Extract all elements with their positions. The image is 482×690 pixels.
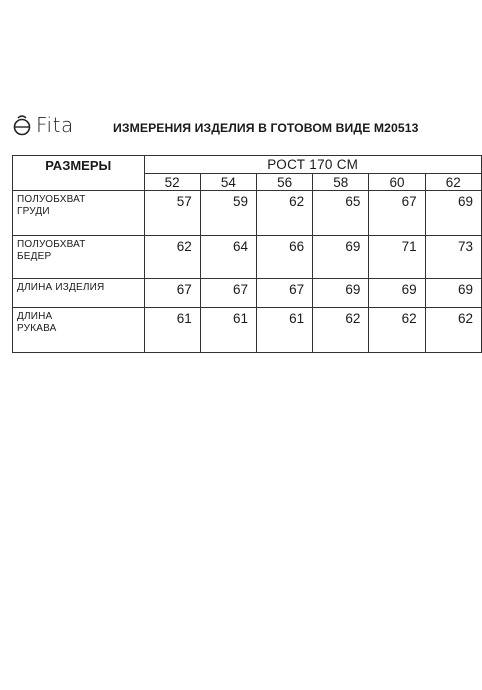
value-cell: 67 bbox=[369, 191, 425, 236]
brand-logo bbox=[12, 112, 74, 138]
row-label-line: ДЛИНА bbox=[17, 311, 53, 322]
value-cell: 71 bbox=[369, 236, 425, 279]
value-cell: 67 bbox=[256, 279, 312, 308]
value-cell: 69 bbox=[313, 279, 369, 308]
size-cell: 62 bbox=[425, 174, 481, 191]
brand-name: Fita bbox=[36, 113, 74, 137]
value-cell: 67 bbox=[200, 279, 256, 308]
size-cell: 58 bbox=[313, 174, 369, 191]
row-label-chest bbox=[13, 191, 145, 236]
value-cell: 62 bbox=[256, 191, 312, 236]
value-cell: 62 bbox=[425, 308, 481, 353]
row-label-sleeve bbox=[13, 308, 145, 353]
row-label-line: ПОЛУОБХВАТ bbox=[17, 194, 86, 205]
row-label-line: РУКАВА bbox=[17, 323, 57, 334]
value-cell: 61 bbox=[144, 308, 200, 353]
value-cell: 61 bbox=[200, 308, 256, 353]
value-cell: 62 bbox=[313, 308, 369, 353]
value-cell: 69 bbox=[425, 279, 481, 308]
size-cell: 52 bbox=[144, 174, 200, 191]
document-title: ИЗМЕРЕНИЯ ИЗДЕЛИЯ В ГОТОВОМ ВИДЕ М20513 bbox=[113, 121, 419, 135]
row-label-length bbox=[13, 279, 145, 308]
table-header-row bbox=[13, 156, 482, 174]
row-label-hips bbox=[13, 236, 145, 279]
size-cell: 60 bbox=[369, 174, 425, 191]
fita-logo-icon bbox=[12, 114, 32, 136]
size-cell: 56 bbox=[256, 174, 312, 191]
row-label-line: ГРУДИ bbox=[17, 206, 50, 217]
value-cell: 62 bbox=[144, 236, 200, 279]
table-row bbox=[13, 236, 482, 279]
row-label-line: ПОЛУОБХВАТ bbox=[17, 239, 86, 250]
value-cell: 66 bbox=[256, 236, 312, 279]
value-cell: 65 bbox=[313, 191, 369, 236]
size-cell: 54 bbox=[200, 174, 256, 191]
value-cell: 69 bbox=[425, 191, 481, 236]
value-cell: 61 bbox=[256, 308, 312, 353]
table-row bbox=[13, 191, 482, 236]
value-cell: 69 bbox=[313, 236, 369, 279]
height-header: РОСТ 170 СМ bbox=[144, 156, 481, 174]
row-label-line: ДЛИНА ИЗДЕЛИЯ bbox=[17, 282, 105, 293]
value-cell: 57 bbox=[144, 191, 200, 236]
table-row bbox=[13, 308, 482, 353]
value-cell: 62 bbox=[369, 308, 425, 353]
value-cell: 59 bbox=[200, 191, 256, 236]
value-cell: 69 bbox=[369, 279, 425, 308]
table-row bbox=[13, 279, 482, 308]
row-label-line: БЕДЕР bbox=[17, 251, 52, 262]
value-cell: 67 bbox=[144, 279, 200, 308]
sizes-header: РАЗМЕРЫ bbox=[13, 156, 145, 191]
value-cell: 73 bbox=[425, 236, 481, 279]
document-header bbox=[12, 112, 460, 142]
measurements-table bbox=[12, 155, 482, 353]
value-cell: 64 bbox=[200, 236, 256, 279]
measurements-table-container bbox=[12, 155, 473, 350]
